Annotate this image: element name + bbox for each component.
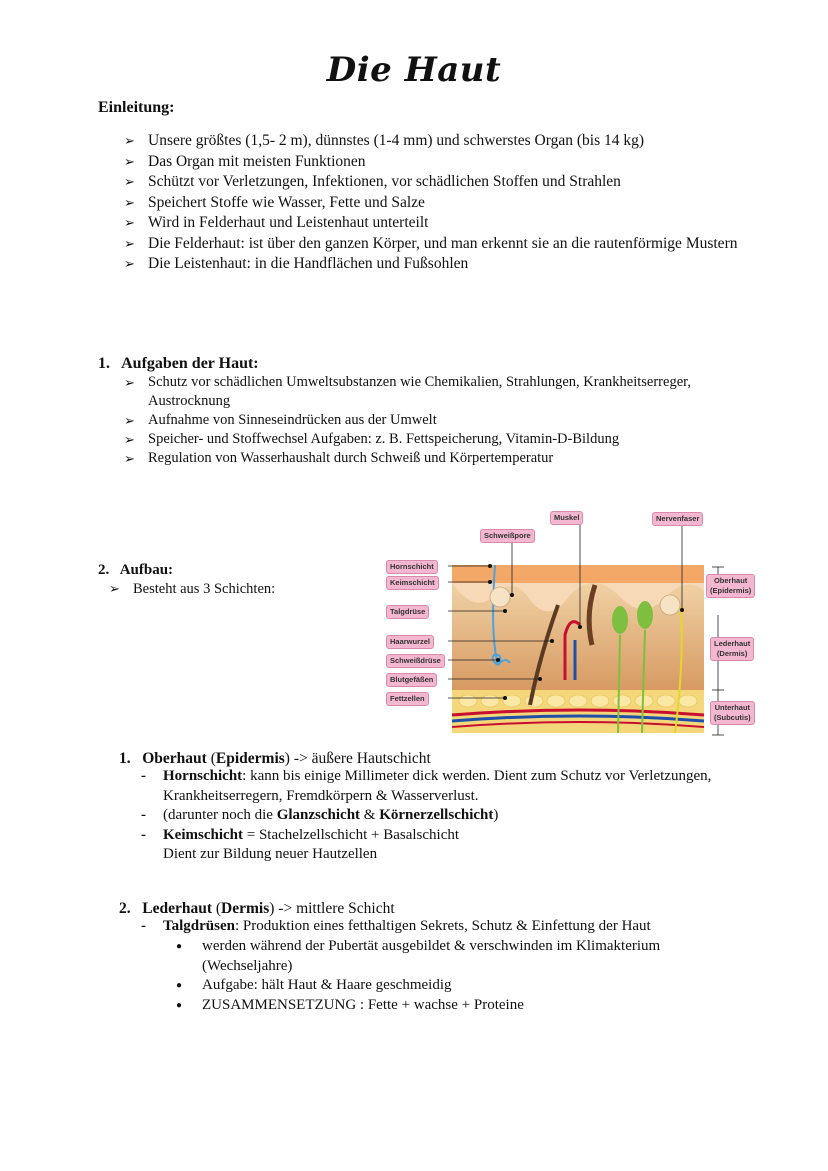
section1-heading <box>98 355 259 373</box>
intro-heading: Einleitung: <box>98 99 175 116</box>
list-item: ➢ Die Felderhaut: ist über den ganzen Körper, und man erkennt sie an die rautenförmige Mustern <box>124 234 754 255</box>
list-item: ➢ Speicher- und Stoffwechsel Aufgaben: z. B. Fettspeicherung, Vitamin-D-Bildung <box>124 430 744 449</box>
oberhaut-list <box>138 767 738 865</box>
lederhaut-list <box>138 917 738 937</box>
list-item: ➢ Besteht aus 3 Schichten: <box>109 579 349 600</box>
section2-list <box>109 579 349 600</box>
label-nervenfaser: Nervenfaser <box>652 512 703 526</box>
intro-list <box>124 131 754 275</box>
list-item: - (darunter noch die Glanzschicht & Körnerzellschicht) <box>138 806 738 826</box>
label-keimschicht: Keimschicht <box>386 576 439 590</box>
list-item: ➢ Unsere größtes (1,5- 2 m), dünnstes (1-4 mm) und schwerstes Organ (bis 14 kg) <box>124 131 754 152</box>
label-unterhaut: Unterhaut (Subcutis) <box>710 701 755 725</box>
list-item: ● Aufgabe: hält Haut & Haare geschmeidig <box>174 976 704 996</box>
lederhaut-heading: 2. Lederhaut (Dermis) -> mittlere Schicht <box>119 900 395 917</box>
section-number: 2. <box>98 562 110 578</box>
label-blutgefaessen: Blutgefäßen <box>386 673 437 687</box>
section2-heading <box>98 562 173 579</box>
list-item: - Keimschicht = Stachelzellschicht + Basalschicht Dient zur Bildung neuer Hautzellen <box>138 826 738 865</box>
section-number: 1. <box>98 355 110 372</box>
list-item: ➢ Speichert Stoffe wie Wasser, Fette und Salze <box>124 193 754 214</box>
list-item: - Hornschicht: kann bis einige Millimeter dick werden. Dient zum Schutz vor Verletzungen, Krankheitserregern, Fremdkörpern & Wasserverlust. <box>138 767 738 806</box>
list-item: - Talgdrüsen: Produktion eines fetthaltigen Sekrets, Schutz & Einfettung der Haut <box>138 917 738 937</box>
label-schweissdruese: Schweißdrüse <box>386 654 445 668</box>
label-muskel: Muskel <box>550 511 583 525</box>
list-item: ➢ Aufnahme von Sinneseindrücken aus der Umwelt <box>124 411 744 430</box>
label-lederhaut: Lederhaut (Dermis) <box>710 637 754 661</box>
list-item: ● werden während der Pubertät ausgebildet & verschwinden im Klimakterium (Wechseljahre) <box>174 937 704 976</box>
section-title: Aufbau: <box>119 562 174 578</box>
label-oberhaut: Oberhaut (Epidermis) <box>706 574 755 598</box>
list-item: ➢ Schutz vor schädlichen Umweltsubstanzen wie Chemikalien, Strahlungen, Krankheitserreger, Austrocknung <box>124 373 744 411</box>
list-item: ➢ Wird in Felderhaut und Leistenhaut unterteilt <box>124 213 754 234</box>
label-talgdruese: Talgdrüse <box>386 605 429 619</box>
label-hornschicht: Hornschicht <box>386 560 438 574</box>
section1-list <box>124 373 744 468</box>
list-item: ➢ Das Organ mit meisten Funktionen <box>124 152 754 173</box>
talgdruesen-details <box>174 937 704 1015</box>
page-title: Die Haut <box>326 50 502 90</box>
list-item: ➢ Die Leistenhaut: in die Handflächen und Fußsohlen <box>124 254 754 275</box>
skin-diagram <box>380 505 775 737</box>
oberhaut-heading: 1. Oberhaut (Epidermis) -> äußere Hautschicht <box>119 750 431 767</box>
label-fettzellen: Fettzellen <box>386 692 429 706</box>
list-item: ➢ Schützt vor Verletzungen, Infektionen, vor schädlichen Stoffen und Strahlen <box>124 172 754 193</box>
label-schweisspore: Schweißpore <box>480 529 535 543</box>
section-title: Aufgaben der Haut: <box>121 355 259 372</box>
list-item: ➢ Regulation von Wasserhaushalt durch Schweiß und Körpertemperatur <box>124 449 744 468</box>
label-haarwurzel: Haarwurzel <box>386 635 434 649</box>
list-item: ● ZUSAMMENSETZUNG : Fette + wachse + Proteine <box>174 996 704 1016</box>
